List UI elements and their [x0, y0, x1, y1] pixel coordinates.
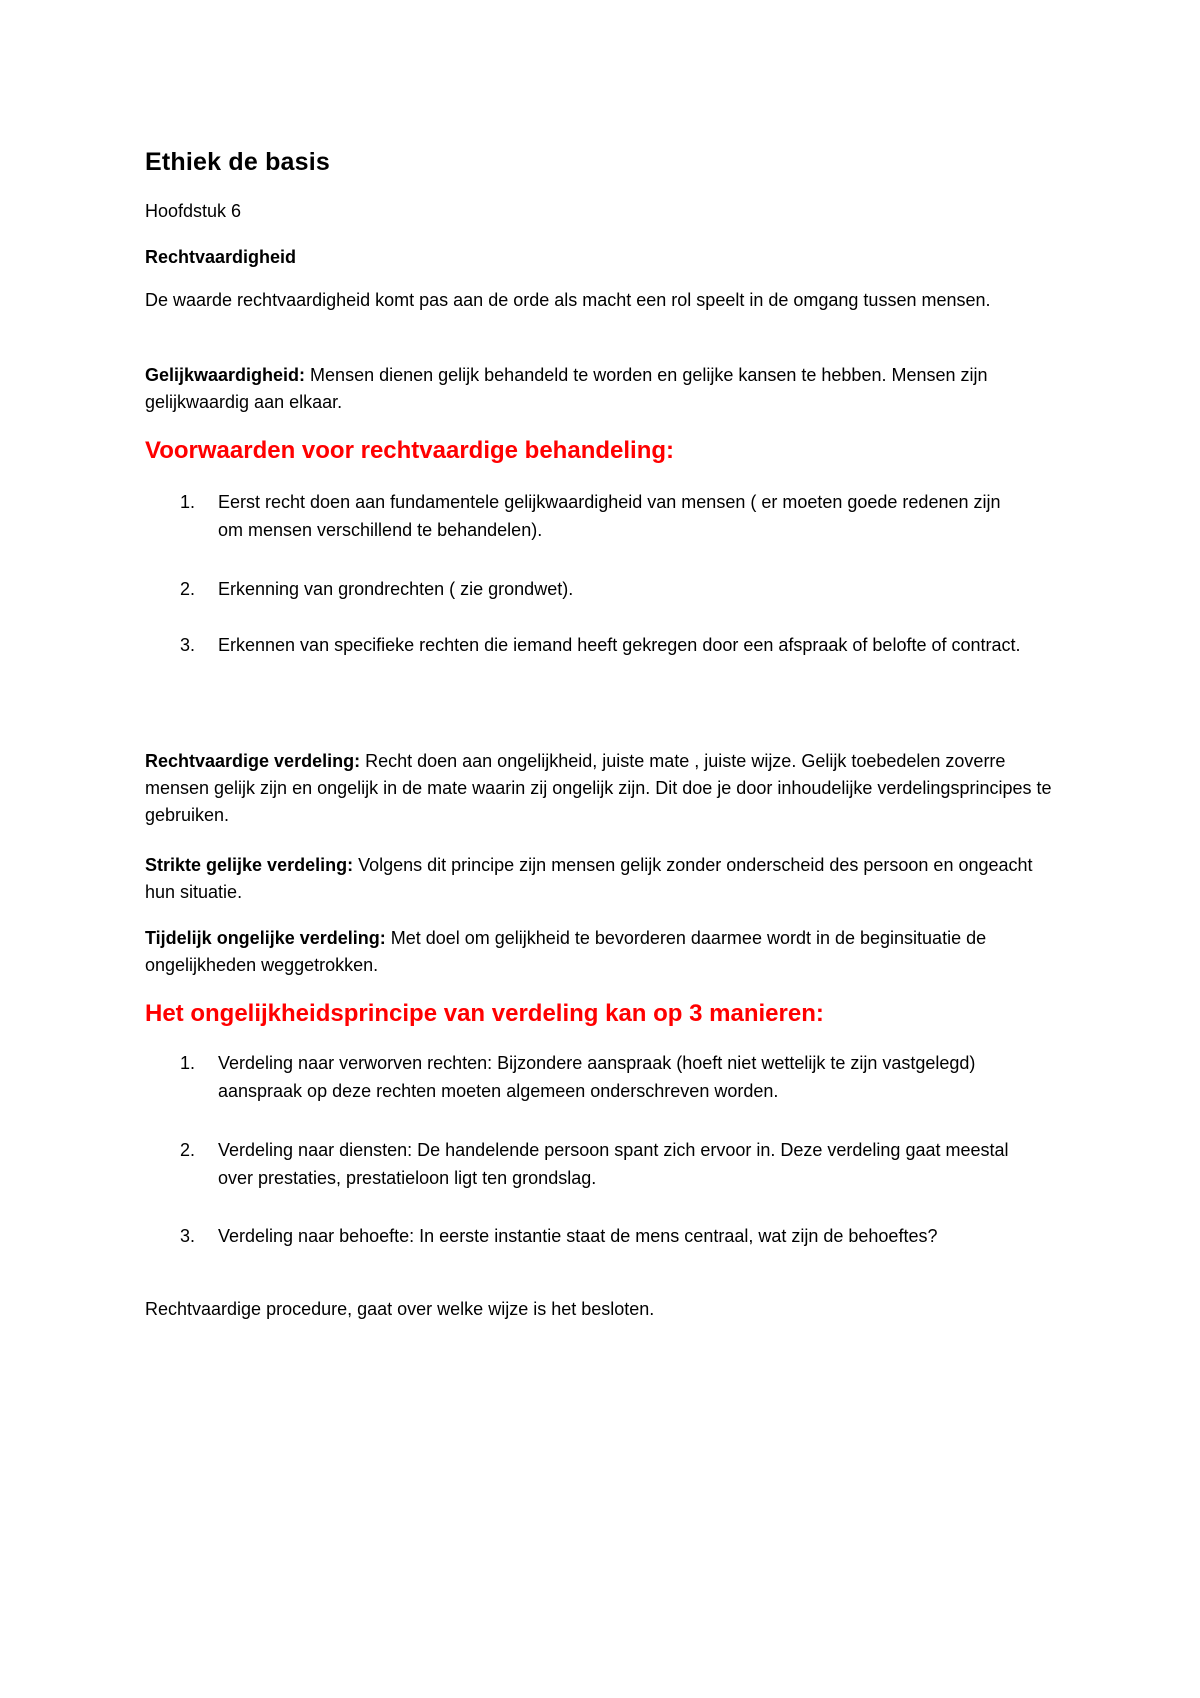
section-subheading: Rechtvaardigheid	[145, 247, 297, 267]
chapter-label: Hoofdstuk 6	[145, 201, 242, 221]
list-number: 1.	[180, 492, 196, 512]
gelijkwaardigheid-paragraph	[145, 362, 1065, 416]
list-text: Eerst recht doen aan fundamentele gelijkwaardigheid van mensen ( er moeten goede redenen zijn om mensen verschillend te behandelen).	[218, 492, 1001, 540]
heading-voorwaarden: Voorwaarden voor rechtvaardige behandeling:	[145, 437, 675, 464]
list-text: Verdeling naar behoefte: In eerste instantie staat de mens centraal, wat zijn de behoeftes?	[218, 1226, 938, 1246]
list-number: 3.	[180, 635, 196, 655]
tijdelijk-verdeling-term: Tijdelijk ongelijke verdeling:	[145, 928, 386, 948]
rechtvaardige-verdeling-text: Recht doen aan ongelijkheid, juiste mate , juiste wijze. Gelijk toebedelen zoverre mensen gelijk zijn en ongelijk in de mate waarin zij ongelijk zijn. Dit doe je door inhoudelijke verdelingsprincipes te gebruiken.	[145, 751, 1052, 825]
list-text: Erkenning van grondrechten ( zie grondwet).	[218, 579, 574, 599]
document-title: Ethiek de basis	[145, 148, 331, 176]
intro-paragraph: De waarde rechtvaardigheid komt pas aan de orde als macht een rol speelt in de omgang tussen mensen.	[145, 290, 991, 310]
strikte-verdeling-term: Strikte gelijke verdeling:	[145, 855, 354, 875]
strikte-verdeling-paragraph	[145, 852, 1065, 906]
tijdelijk-verdeling-paragraph	[145, 925, 1065, 979]
gelijkwaardigheid-term: Gelijkwaardigheid:	[145, 365, 306, 385]
list-text: Erkennen van specifieke rechten die iemand heeft gekregen door een afspraak of belofte of contract.	[218, 635, 1021, 655]
list-number: 1.	[180, 1053, 196, 1073]
list-text: Verdeling naar verworven rechten: Bijzondere aanspraak (hoeft niet wettelijk te zijn vastgelegd) aanspraak op deze rechten moeten algemeen onderschreven worden.	[218, 1053, 976, 1101]
list-number: 2.	[180, 579, 196, 599]
gelijkwaardigheid-text: Mensen dienen gelijk behandeld te worden en gelijke kansen te hebben. Mensen zijn gelijkwaardig aan elkaar.	[145, 365, 988, 412]
list-number: 2.	[180, 1140, 196, 1160]
rechtvaardige-verdeling-term: Rechtvaardige verdeling:	[145, 751, 361, 771]
strikte-verdeling-text: Volgens dit principe zijn mensen gelijk zonder onderscheid des persoon en ongeacht hun situatie.	[145, 855, 1033, 902]
tijdelijk-verdeling-text: Met doel om gelijkheid te bevorderen daarmee wordt in de beginsituatie de ongelijkheden weggetrokken.	[145, 928, 987, 975]
rechtvaardige-verdeling-paragraph	[145, 748, 1065, 829]
heading-ongelijkheidsprincipe: Het ongelijkheidsprincipe van verdeling kan op 3 manieren:	[145, 1000, 824, 1027]
closing-paragraph: Rechtvaardige procedure, gaat over welke wijze is het besloten.	[145, 1299, 655, 1319]
list-text: Verdeling naar diensten: De handelende persoon spant zich ervoor in. Deze verdeling gaat meestal over prestaties, prestatieloon ligt ten grondslag.	[218, 1140, 1009, 1188]
list-number: 3.	[180, 1226, 196, 1246]
